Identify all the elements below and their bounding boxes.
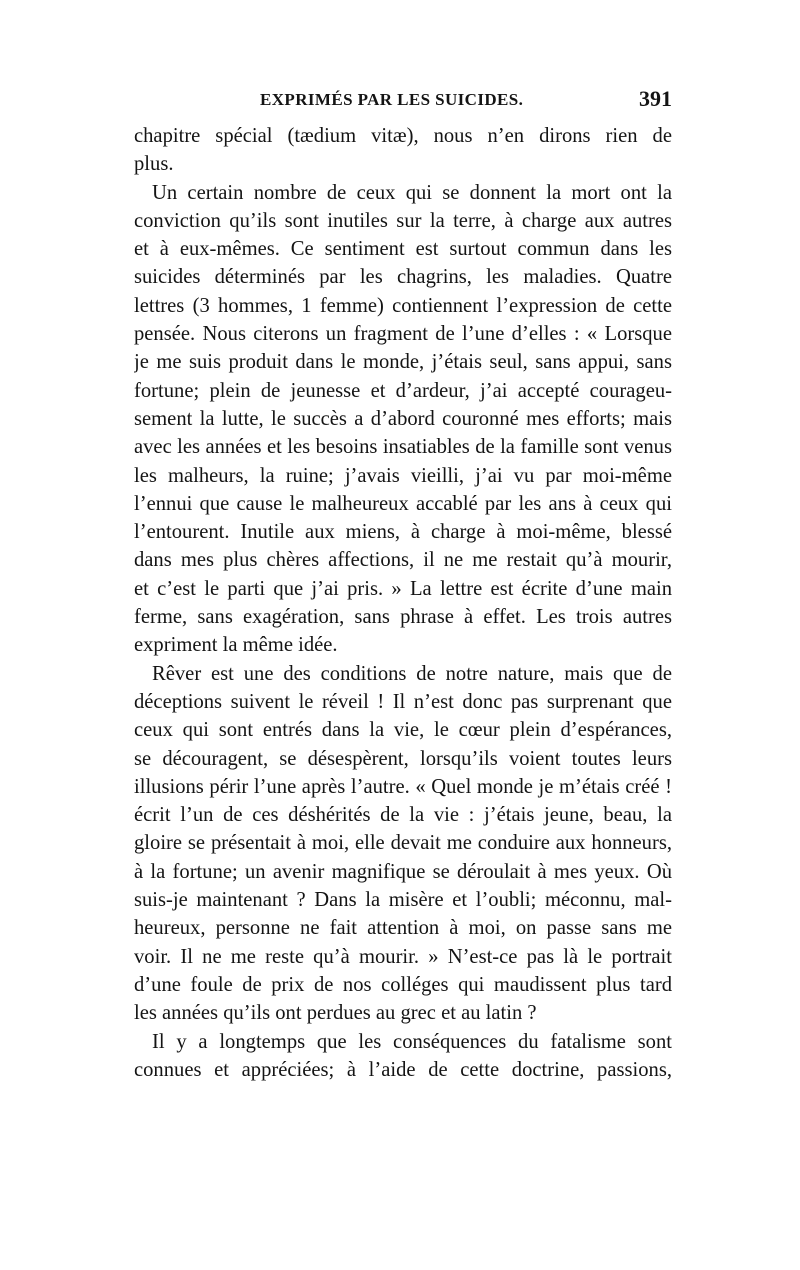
text-line: connues et appréciées; à l’aide de cette doctrine, passions, <box>134 1058 672 1081</box>
paragraph-first-line: Rêver est une des conditions de notre nature, mais que de <box>152 662 672 685</box>
text-line: chapitre spécial (tædium vitæ), nous n’en dirons rien de <box>134 125 672 147</box>
text-line: sement la lutte, le succès a d’abord couronné mes efforts; mais <box>134 407 672 430</box>
paragraph-first-line: Un certain nombre de ceux qui se donnent la mort ont la <box>152 181 672 204</box>
text-line: expriment la même idée. <box>134 634 338 657</box>
text-line: pensée. Nous citerons un fragment de l’une d’elles : « Lorsque <box>134 323 672 346</box>
text-line: et à eux-mêmes. Ce sentiment est surtout commun dans les <box>134 238 672 261</box>
text-line: je me suis produit dans le monde, j’étais seul, sans appui, sans <box>134 351 672 374</box>
text-line: écrit l’un de ces déshérités de la vie : j’étais jeune, beau, la <box>134 804 672 827</box>
paragraph-first-line: Il y a longtemps que les conséquences du fatalisme sont <box>152 1030 672 1053</box>
text-line: plus. <box>134 153 174 176</box>
text-line: ceux qui sont entrés dans la vie, le cœur plein d’espérances, <box>134 719 672 742</box>
text-line: et c’est le parti que j’ai pris. » La lettre est écrite d’une main <box>134 577 672 600</box>
running-title: EXPRIMÉS PAR LES SUICIDES. <box>260 90 524 109</box>
text-line: gloire se présentait à moi, elle devait me conduire aux honneurs, <box>134 832 672 855</box>
text-line: suicides déterminés par les chagrins, les maladies. Quatre <box>134 266 672 289</box>
text-line: dans mes plus chères affections, il ne me restait qu’à mourir, <box>134 549 672 572</box>
text-line: conviction qu’ils sont inutiles sur la terre, à charge aux autres <box>134 209 672 232</box>
text-line: illusions périr l’une après l’autre. « Quel monde je m’étais créé ! <box>134 775 672 798</box>
text-line: l’entourent. Inutile aux miens, à charge à moi-même, blessé <box>134 521 672 544</box>
text-line: les années qu’ils ont perdues au grec et au latin ? <box>134 1002 537 1025</box>
body-text <box>134 122 672 1084</box>
page-number: 391 <box>639 86 672 111</box>
text-line: lettres (3 hommes, 1 femme) contiennent l’expression de cette <box>134 294 672 317</box>
text-line: à la fortune; un avenir magnifique se déroulait à mes yeux. Où <box>134 860 672 883</box>
text-line: l’ennui que cause le malheureux accablé par les ans à ceux qui <box>134 492 672 515</box>
text-line: heureux, personne ne fait attention à moi, on passe sans me <box>134 917 672 940</box>
text-line: fortune; plein de jeunesse et d’ardeur, j’ai accepté courageu- <box>134 379 672 402</box>
text-line: ferme, sans exagération, sans phrase à effet. Les trois autres <box>134 606 672 629</box>
text-line: avec les années et les besoins insatiables de la famille sont venus <box>134 436 672 459</box>
page-header <box>134 86 672 116</box>
text-line: suis-je maintenant ? Dans la misère et l’oubli; méconnu, mal- <box>134 889 672 912</box>
text-line: voir. Il ne me reste qu’à mourir. » N’est-ce pas là le portrait <box>134 945 672 968</box>
text-line: déceptions suivent le réveil ! Il n’est donc pas surprenant que <box>134 690 672 713</box>
text-line: se découragent, se désespèrent, lorsqu’ils voient toutes leurs <box>134 747 672 770</box>
text-line: les malheurs, la ruine; j’avais vieilli, j’ai vu par moi-même <box>134 464 672 487</box>
text-line: d’une foule de prix de nos colléges qui maudissent plus tard <box>134 973 672 996</box>
